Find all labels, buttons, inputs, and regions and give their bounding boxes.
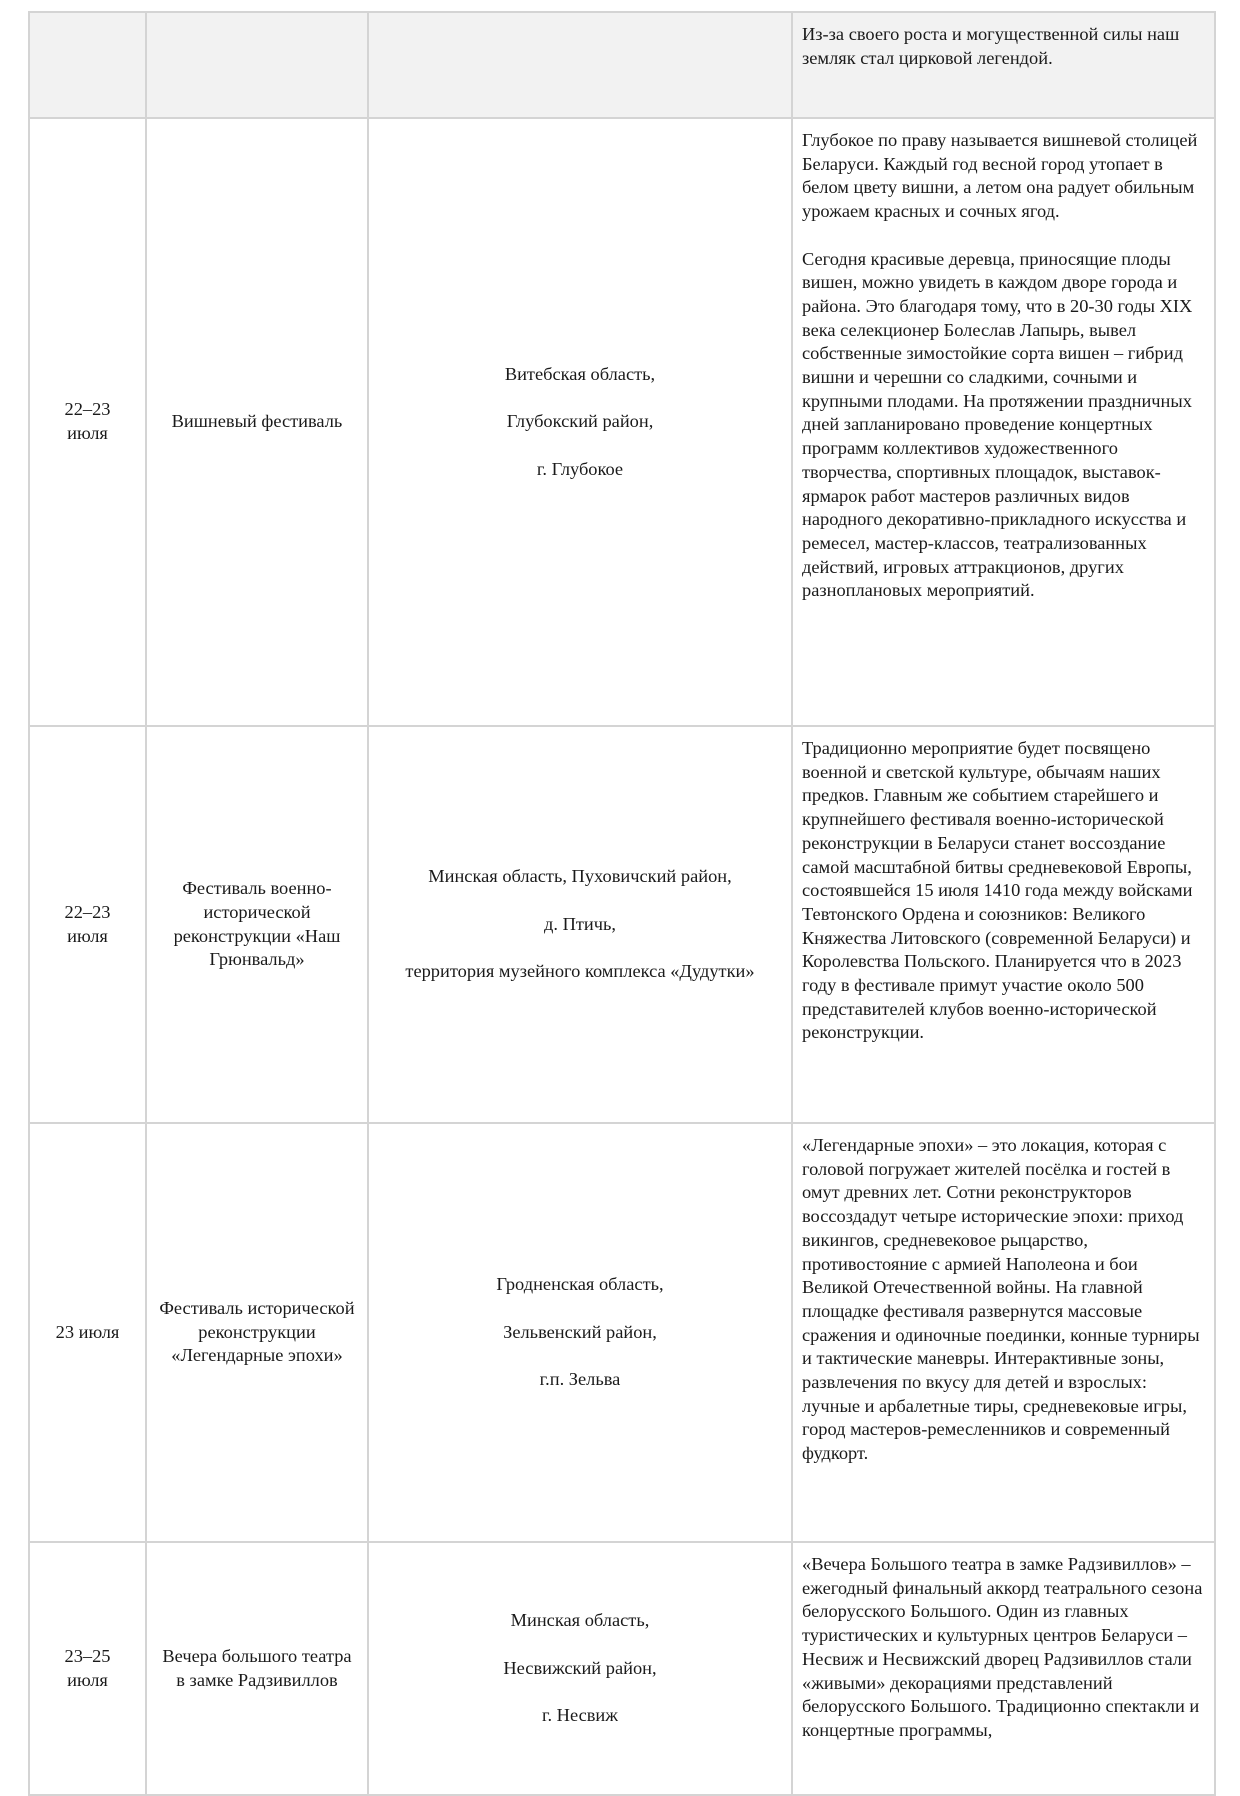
event-name: Фестиваль исторической реконструкции «Легендарные эпохи»	[146, 1123, 368, 1542]
description-clip	[802, 1553, 1206, 1768]
event-name: Вечера большого театра в замке Радзивиллов	[146, 1542, 368, 1795]
place-line: территория музейного комплекса «Дудутки»	[405, 961, 755, 982]
description-paragraph: Традиционно мероприятие будет посвящено военной и светской культуре, обычаям наших предков. Главным же событием старейшего и крупнейшего фестиваля военно-исторической реконструкции в Беларуси станет воссоздание самой масштабной битвы средневековой Европы, состоявшейся 15 июля 1410 года между войсками Тевтонского Ордена и союзников: Великого Княжества Литовского (современной Беларуси) и Королевства Польского. Планируется что в 2023 году в фестивале примут участие около 500 представителей клубов военно-исторической реконструкции.	[802, 738, 1193, 1043]
place-line: Минская область, Пуховичский район,	[428, 866, 732, 887]
table-row	[29, 1542, 1215, 1795]
description-paragraph: Глубокое по праву называется вишневой столицей Беларуси. Каждый год весной город утопает в белом цвету вишни, а летом она радует обильным урожаем красных и сочных ягод.	[802, 130, 1198, 222]
place-line: Гродненская область,	[496, 1274, 664, 1295]
event-place	[368, 118, 792, 726]
place-line: Глубокский район,	[506, 411, 654, 432]
table-row	[29, 12, 1215, 118]
event-description	[792, 1123, 1215, 1542]
events-table	[28, 11, 1216, 1796]
description-paragraph: «Легендарные эпохи» – это локация, которая с головой погружает жителей посёлка и гостей в омут древних лет. Сотни реконструкторов воссоздадут четыре исторические эпохи: приход викингов, средневековое рыцарство, противостояние с армией Наполеона и бои Великой Отечественной войны. На главной площадке фестиваля развернутся массовые сражения и одиночные поединки, конные турниры и тактические маневры. Интерактивные зоны, развлечения по вкусу для детей и взрослых: лучные и арбалетные тиры, средневековые игры, город мастеров-ремесленников и современный фудкорт.	[802, 1135, 1200, 1464]
place-line: Зельвенский район,	[503, 1321, 657, 1342]
event-place	[368, 12, 792, 118]
event-description	[792, 1542, 1215, 1795]
event-date: 22–23 июля	[29, 118, 146, 726]
event-description	[792, 118, 1215, 726]
event-date: 23 июля	[29, 1123, 146, 1542]
place-line: д. Птичь,	[544, 913, 616, 934]
event-name: Фестиваль военно-исторической реконструкции «Наш Грюнвальд»	[146, 726, 368, 1123]
event-name	[146, 12, 368, 118]
event-place	[368, 726, 792, 1123]
description-paragraph: Из-за своего роста и могущественной силы наш земляк стал цирковой легендой.	[802, 24, 1180, 68]
event-description	[792, 726, 1215, 1123]
table-row	[29, 1123, 1215, 1542]
place-line: Витебская область,	[504, 363, 656, 384]
description-paragraph: Сегодня красивые деревца, приносящие плоды вишен, можно увидеть в каждом дворе города и района. Это благодаря тому, что в 20-30 годы XIX века селекционер Болеслав Лапырь, вывел собственные зимостойкие сорта вишен – гибрид вишни и черешни со сладкими, сочными и крупными плодами. На протяжении праздничных дней запланировано проведение концертных программ коллективов художественного творчества, спортивных площадок, выставок-ярмарок работ мастеров различных видов народного декоративно-прикладного искусства и ремесел, мастер-классов, театрализованных действий, игровых аттракционов, других разноплановых мероприятий.	[802, 248, 1193, 601]
place-line: Несвижский район,	[503, 1657, 657, 1678]
table-row	[29, 726, 1215, 1123]
event-date	[29, 12, 146, 118]
events-table-page	[28, 11, 1214, 1796]
place-line: г.п. Зельва	[539, 1369, 621, 1390]
event-place	[368, 1123, 792, 1542]
event-date: 22–23 июля	[29, 726, 146, 1123]
event-name: Вишневый фестиваль	[146, 118, 368, 726]
event-place	[368, 1542, 792, 1795]
place-line: Минская область,	[510, 1610, 650, 1631]
place-line: г. Несвиж	[542, 1705, 618, 1726]
table-row	[29, 118, 1215, 726]
description-paragraph: «Вечера Большого театра в замке Радзивиллов» – ежегодный финальный аккорд театрального сезона белорусского Большого. Один из главных туристических и культурных центров Беларуси – Несвиж и Несвижский дворец Радзивиллов стали «живыми» декорациями представлений белорусского Большого. Традиционно спектакли и концертные программы,	[802, 1554, 1203, 1740]
place-line: г. Глубокое	[536, 458, 624, 479]
event-date: 23–25 июля	[29, 1542, 146, 1795]
event-description	[792, 12, 1215, 118]
